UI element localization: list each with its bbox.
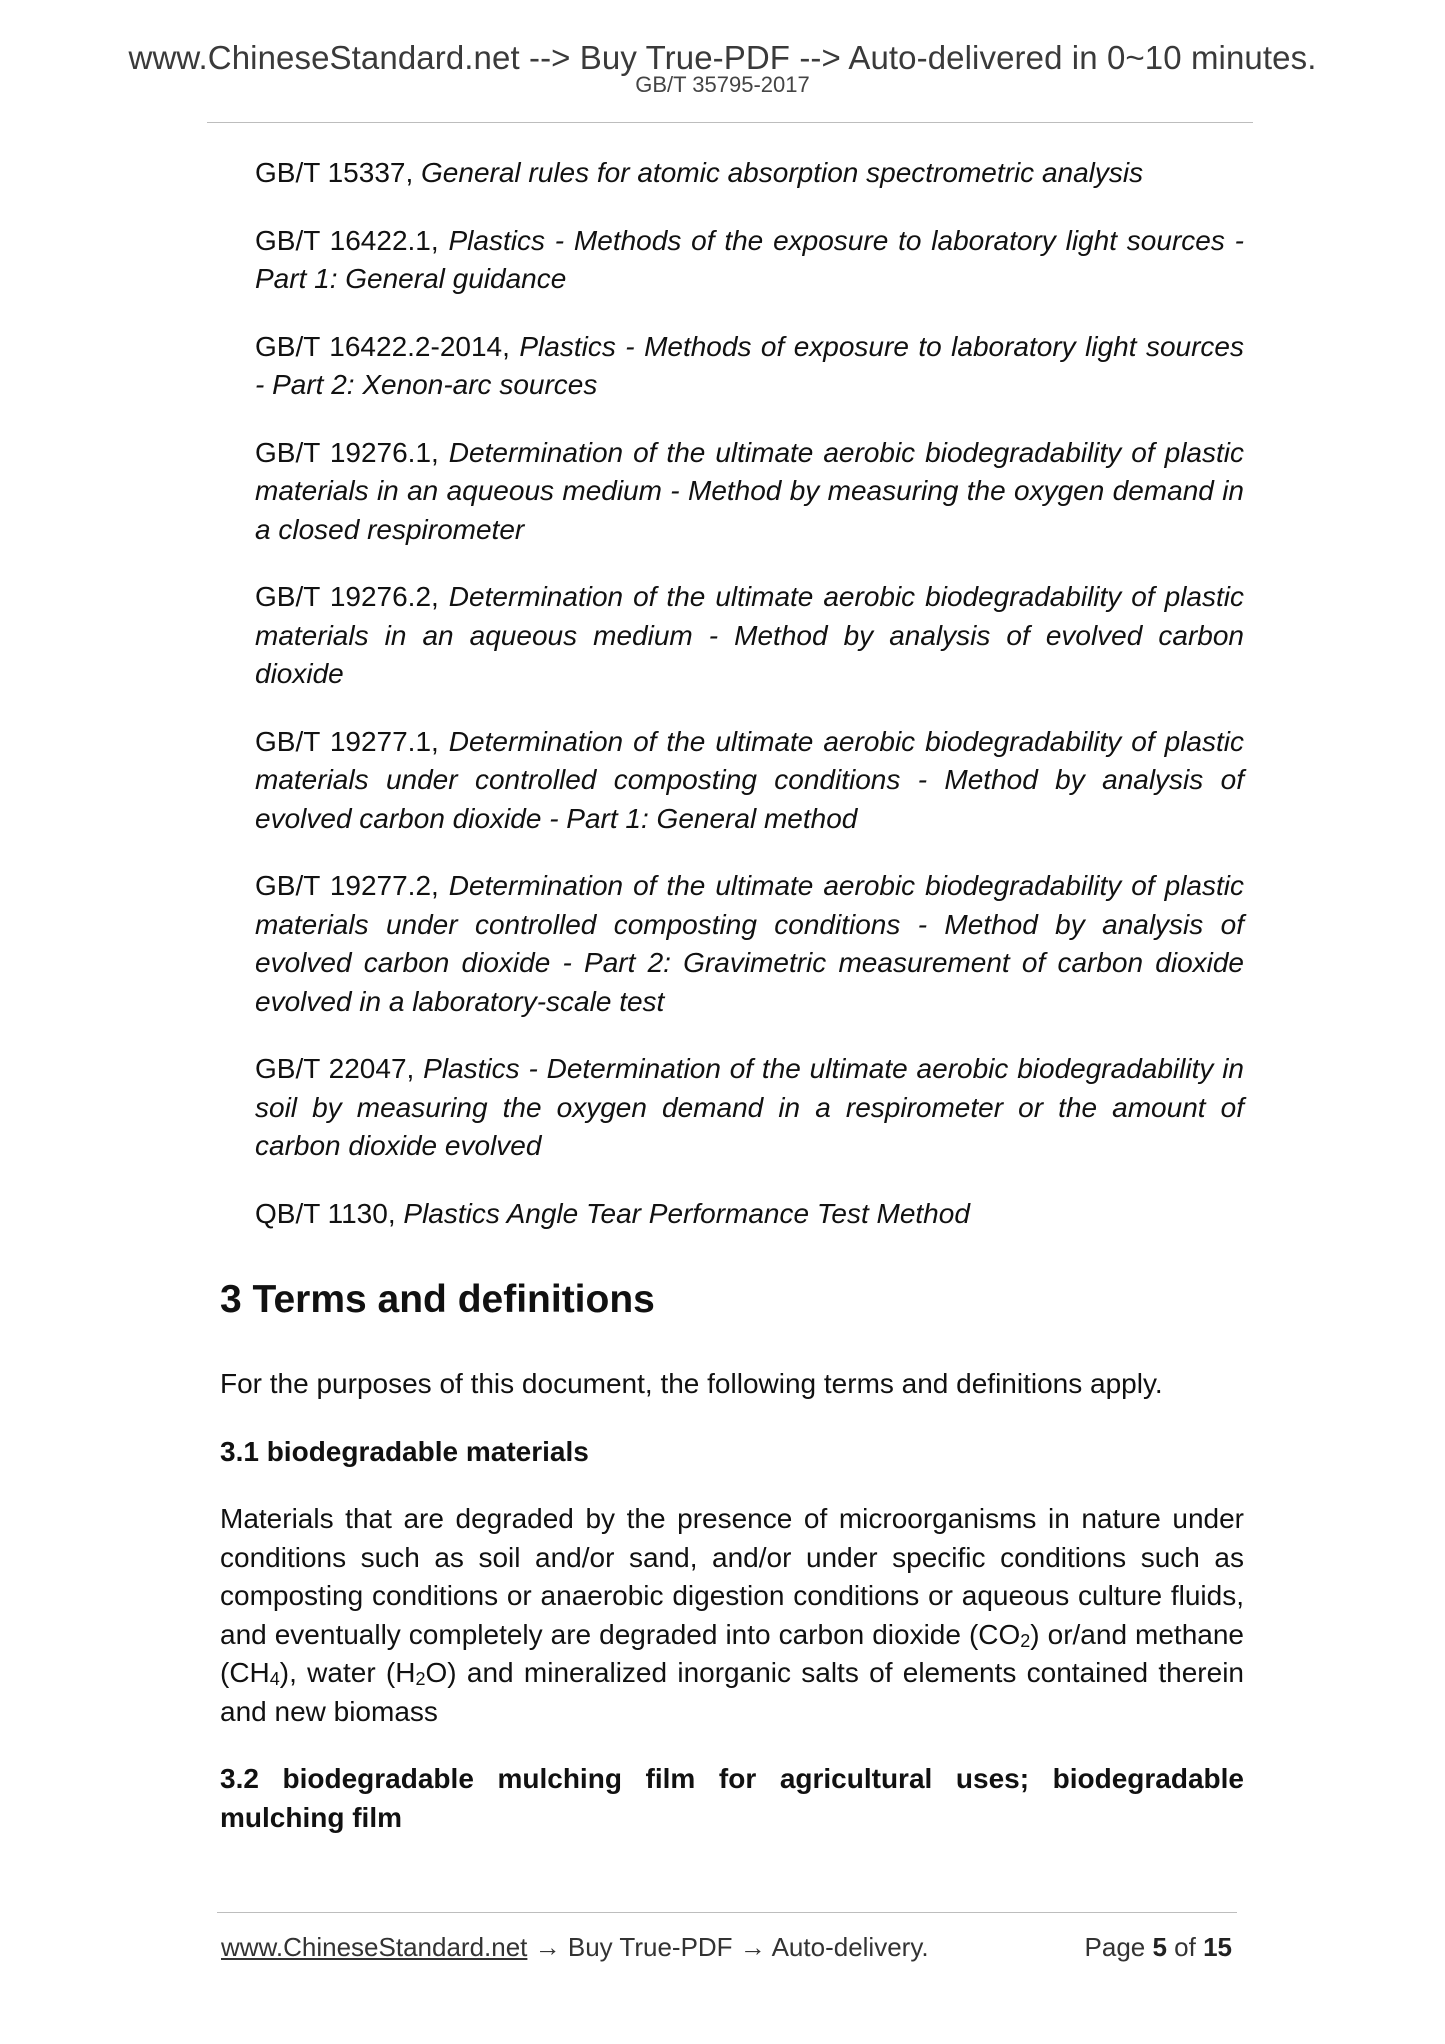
reference-item (255, 154, 1244, 193)
arrow-icon: → (527, 1932, 568, 1962)
reference-title: Plastics - Methods of exposure to laboratory light sources - Part 2: Xenon-arc sources (255, 330, 1244, 400)
website-link[interactable]: www.ChineseStandard.net (221, 1932, 528, 1962)
reference-item (255, 434, 1244, 550)
reference-code: GB/T 16422.2-2014, (255, 330, 520, 362)
reference-item (255, 723, 1244, 839)
term-heading: 3.1 biodegradable materials (220, 1435, 589, 1467)
normative-references-list (220, 154, 1244, 1233)
subscript: 2 (1020, 1630, 1031, 1651)
term-heading: 3.2 biodegradable mulching film for agricultural uses; biodegradable mulching film (220, 1763, 1244, 1833)
arrow-icon: → (732, 1932, 772, 1962)
buy-pdf-text: Buy True-PDF (567, 1932, 733, 1962)
footer-divider (217, 1912, 1237, 1913)
header-banner: www.ChineseStandard.net --> Buy True-PDF --> Auto-delivered in 0~10 minutes. (128, 39, 1317, 76)
reference-code: GB/T 19277.2, (255, 870, 449, 901)
subscript: 2 (415, 1669, 426, 1689)
reference-item (255, 578, 1244, 694)
reference-item (255, 222, 1244, 299)
reference-code: GB/T 16422.1, (255, 224, 449, 256)
reference-code: GB/T 19276.2, (255, 581, 449, 612)
section-intro: For the purposes of this document, the following terms and definitions apply. (220, 1368, 1163, 1399)
reference-code: GB/T 19277.1, (255, 725, 449, 757)
header-divider (207, 122, 1253, 123)
reference-title: Determination of the ultimate aerobic biodegradability of plastic materials under controlled composting conditions - Method by analysis of evolved carbon dioxide - Part 2: Gravimetric measurement of carbon dioxide evolved in a laboratory-scale test (255, 870, 1244, 1017)
reference-title: General rules for atomic absorption spectrometric analysis (421, 157, 1144, 188)
reference-item (255, 1195, 1244, 1234)
reference-title: Determination of the ultimate aerobic biodegradability of plastic materials in an aqueous medium - Method by analysis of evolved carbon dioxide (255, 581, 1244, 689)
reference-title: Determination of the ultimate aerobic biodegradability of plastic materials under controlled composting conditions - Method by analysis of evolved carbon dioxide - Part 1: General method (255, 725, 1244, 834)
page-indicator: Page 5 of 15 (1084, 1932, 1232, 1962)
term-definition: Materials that are degraded by the presence of microorganisms in nature under conditions such as soil and/or sand, and/or under specific conditions such as composting conditions or anaerobic digestion conditions or aqueous culture fluids, and eventually completely are degraded into carbon dioxide $(CO_2)$ or/and methane $(CH_4)$, water $(H_2O)$ and mineralized inorganic salts of elements contained therein and new biomass (220, 1503, 1244, 1727)
reference-title: Determination of the ultimate aerobic biodegradability of plastic materials in an aqueous medium - Method by measuring the oxygen demand in a closed respirometer (255, 436, 1244, 545)
total-pages: 15 (1203, 1932, 1232, 1962)
reference-item (255, 328, 1244, 405)
section-heading: 3 Terms and definitions (220, 1278, 655, 1321)
reference-title: Plastics - Determination of the ultimate aerobic biodegradability in soil by measuring the oxygen demand in a respirometer or the amount of carbon dioxide evolved (255, 1053, 1244, 1161)
subscript: 4 (269, 1669, 280, 1689)
reference-item (255, 867, 1244, 1021)
reference-code: GB/T 22047, (255, 1053, 424, 1084)
reference-code: GB/T 15337, (255, 157, 422, 188)
document-id: GB/T 35795-2017 (635, 72, 810, 97)
auto-delivery-text: Auto-delivery. (771, 1932, 929, 1962)
reference-code: GB/T 19276.1, (255, 436, 449, 468)
footer-links (221, 1931, 929, 1963)
reference-code: QB/T 1130, (255, 1197, 404, 1229)
reference-title: Plastics - Methods of the exposure to laboratory light sources - Part 1: General guidance (255, 224, 1244, 294)
reference-item (255, 1050, 1244, 1166)
page-content (220, 154, 1244, 1866)
reference-title: Plastics Angle Tear Performance Test Method (403, 1197, 970, 1229)
current-page: 5 (1152, 1932, 1167, 1962)
